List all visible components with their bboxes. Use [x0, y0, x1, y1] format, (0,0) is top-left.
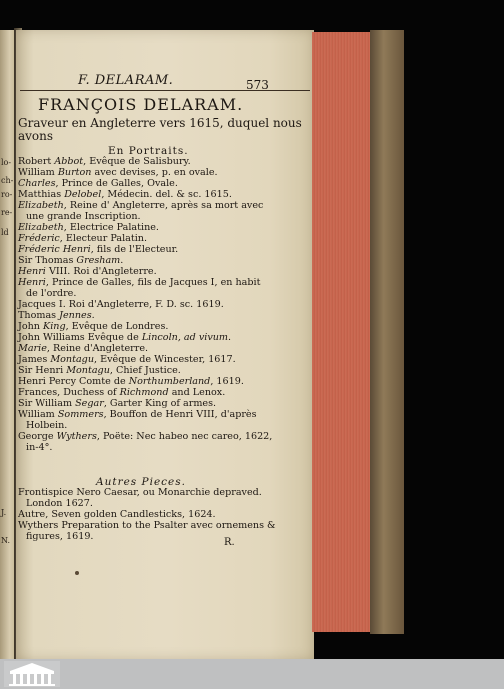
entry-prefix: Matthias	[18, 189, 65, 200]
left-fragment: ld	[1, 228, 9, 237]
running-head: F. DELARAM.	[78, 73, 174, 88]
entry-name-italic: Montagu	[66, 365, 110, 376]
portrait-entry	[18, 278, 310, 299]
entry-rest: , Chief Justice.	[109, 365, 181, 376]
entry-name-italic: Northumberland	[128, 376, 211, 387]
entry-name-italic: Abbot	[54, 156, 84, 167]
entry-name-italic: Fréderic	[18, 233, 60, 244]
portrait-entry	[18, 190, 310, 201]
page-edges	[312, 32, 372, 632]
entry-rest: , Médecin. del. & sc. 1615.	[101, 189, 232, 200]
other-work-text: Wythers Preparation to the Psalter avec ornemens &	[18, 520, 276, 531]
entry-continuation: London 1627.	[26, 497, 93, 509]
portrait-entry	[18, 333, 310, 344]
portrait-entry	[18, 399, 310, 410]
entry-prefix: John	[18, 321, 44, 332]
entry-name-italic: Henri	[18, 266, 46, 277]
intro-text: Graveur en Angleterre vers 1615, duquel nous avons	[18, 116, 302, 143]
entry-name-italic: Elizabeth	[18, 222, 64, 233]
left-fragment: N.	[1, 536, 11, 545]
signature-mark: R.	[224, 537, 235, 548]
entry-rest: , Evêque de Wincester, 1617.	[94, 354, 236, 365]
left-fragment: ro-	[1, 190, 13, 199]
other-work-entry	[18, 488, 310, 509]
entry-name-italic: Jennes	[59, 310, 92, 321]
left-fragment: re-	[1, 208, 13, 217]
portrait-entry	[18, 201, 310, 222]
portrait-entry	[18, 388, 310, 399]
entry-prefix: William	[18, 409, 58, 420]
entry-name-italic: Sommers	[57, 409, 104, 420]
entry-name-italic: Lincoln, ad vivum	[141, 332, 229, 343]
entry-name-italic: King	[43, 321, 66, 332]
portrait-entry	[18, 366, 310, 377]
entry-prefix: Frances, Duchess of	[18, 387, 120, 398]
entry-name-italic: Elizabeth	[18, 200, 64, 211]
portrait-entry	[18, 300, 310, 311]
entry-prefix: George	[18, 431, 57, 442]
portrait-entry	[18, 344, 310, 355]
entry-rest: , Reine d' Angleterre, après sa mort avec	[63, 200, 264, 211]
entry-rest: , 1619.	[210, 376, 244, 387]
page-title: FRANÇOIS DELARAM.	[38, 95, 244, 114]
portrait-entry	[18, 256, 310, 267]
entry-prefix: Robert	[18, 156, 55, 167]
entry-name-italic: Henri	[18, 277, 46, 288]
portrait-entry	[18, 432, 310, 453]
entry-rest: , Evêque de Salisbury.	[83, 156, 191, 167]
portrait-entry	[18, 355, 310, 366]
entry-name-italic: Fréderic Henri	[18, 244, 91, 255]
other-work-text: Autre, Seven golden Candlesticks, 1624.	[18, 509, 216, 520]
entry-continuation: figures, 1619.	[26, 530, 94, 542]
entry-continuation: une grande Inscription.	[26, 210, 141, 222]
entry-name-italic: Montagu	[50, 354, 95, 365]
entry-rest: , Garter King of armes.	[103, 398, 217, 409]
entry-rest: , Electrice Palatine.	[63, 222, 159, 233]
portrait-entry	[18, 223, 310, 234]
entry-rest: .	[91, 310, 95, 321]
entry-name-italic: Wythers	[56, 431, 97, 442]
portrait-entry	[18, 234, 310, 245]
entry-name-italic: Richmond	[119, 387, 169, 398]
left-fragment: lo-	[1, 158, 12, 167]
header-rule	[20, 90, 310, 91]
section-heading-portraits: En Portraits.	[108, 145, 189, 157]
portrait-entry	[18, 245, 310, 256]
entry-prefix: John Williams Evêque de	[18, 332, 142, 343]
entry-name-italic: Burton	[57, 167, 92, 178]
entry-name-italic: Segar	[75, 398, 104, 409]
portrait-entry	[18, 267, 310, 278]
entry-continuation: Holbein.	[26, 419, 68, 431]
portrait-entry	[18, 168, 310, 179]
entry-rest: .	[120, 255, 124, 266]
left-fragment: ch-	[1, 176, 14, 185]
entry-prefix: Sir William	[18, 398, 76, 409]
entry-name-italic: Marie	[18, 343, 47, 354]
ink-speck	[75, 571, 79, 575]
book-cover-edge	[370, 30, 404, 634]
entry-rest: and Lenox.	[168, 387, 226, 398]
entry-prefix: William	[18, 167, 58, 178]
entry-prefix: James	[18, 354, 51, 365]
entry-continuation: in-4°.	[26, 441, 53, 453]
library-building-icon	[4, 661, 60, 687]
entry-name-italic: Charles	[18, 178, 56, 189]
entry-rest: .	[228, 332, 232, 343]
portrait-entry	[18, 179, 310, 190]
entry-name-italic: Gresham	[76, 255, 121, 266]
entry-continuation: de l'ordre.	[26, 287, 77, 299]
entry-rest: VIII. Roi d'Angleterre.	[45, 266, 157, 277]
other-work-text: Frontispice Nero Caesar, ou Monarchie depraved.	[18, 487, 262, 498]
entry-rest: avec devises, p. en ovale.	[91, 167, 218, 178]
other-work-entry	[18, 510, 310, 521]
entry-prefix: Jacques I. Roi d'Angleterre, F. D. sc. 1619.	[18, 299, 224, 310]
entry-name-italic: Delobel	[64, 189, 102, 200]
entry-prefix: Sir Henri	[18, 365, 67, 376]
portrait-entry	[18, 322, 310, 333]
section-heading-other: Autres Pieces.	[96, 476, 186, 488]
portrait-entry	[18, 157, 310, 168]
entry-rest: , Bouffon de Henri VIII, d'après	[103, 409, 257, 420]
left-fragment: J.	[1, 508, 7, 517]
portrait-entry	[18, 311, 310, 322]
entry-rest: , Prince de Galles, Ovale.	[55, 178, 178, 189]
entry-rest: , Reine d'Angleterre.	[46, 343, 149, 354]
entry-rest: , fils de l'Electeur.	[90, 244, 179, 255]
entry-rest: , Poëte: Nec habeo nec careo, 1622,	[96, 431, 273, 442]
portrait-entry	[18, 377, 310, 388]
other-work-entry	[18, 521, 310, 542]
portrait-entry	[18, 410, 310, 431]
entry-rest: , Prince de Galles, fils de Jacques I, en habit	[45, 277, 261, 288]
entry-prefix: Sir Thomas	[18, 255, 77, 266]
footer-bar	[0, 659, 504, 689]
entry-rest: , Electeur Palatin.	[59, 233, 148, 244]
entry-prefix: Thomas	[18, 310, 60, 321]
entry-rest: , Evêque de Londres.	[65, 321, 169, 332]
page-number: 573	[246, 78, 269, 92]
entry-prefix: Henri Percy Comte de	[18, 376, 129, 387]
